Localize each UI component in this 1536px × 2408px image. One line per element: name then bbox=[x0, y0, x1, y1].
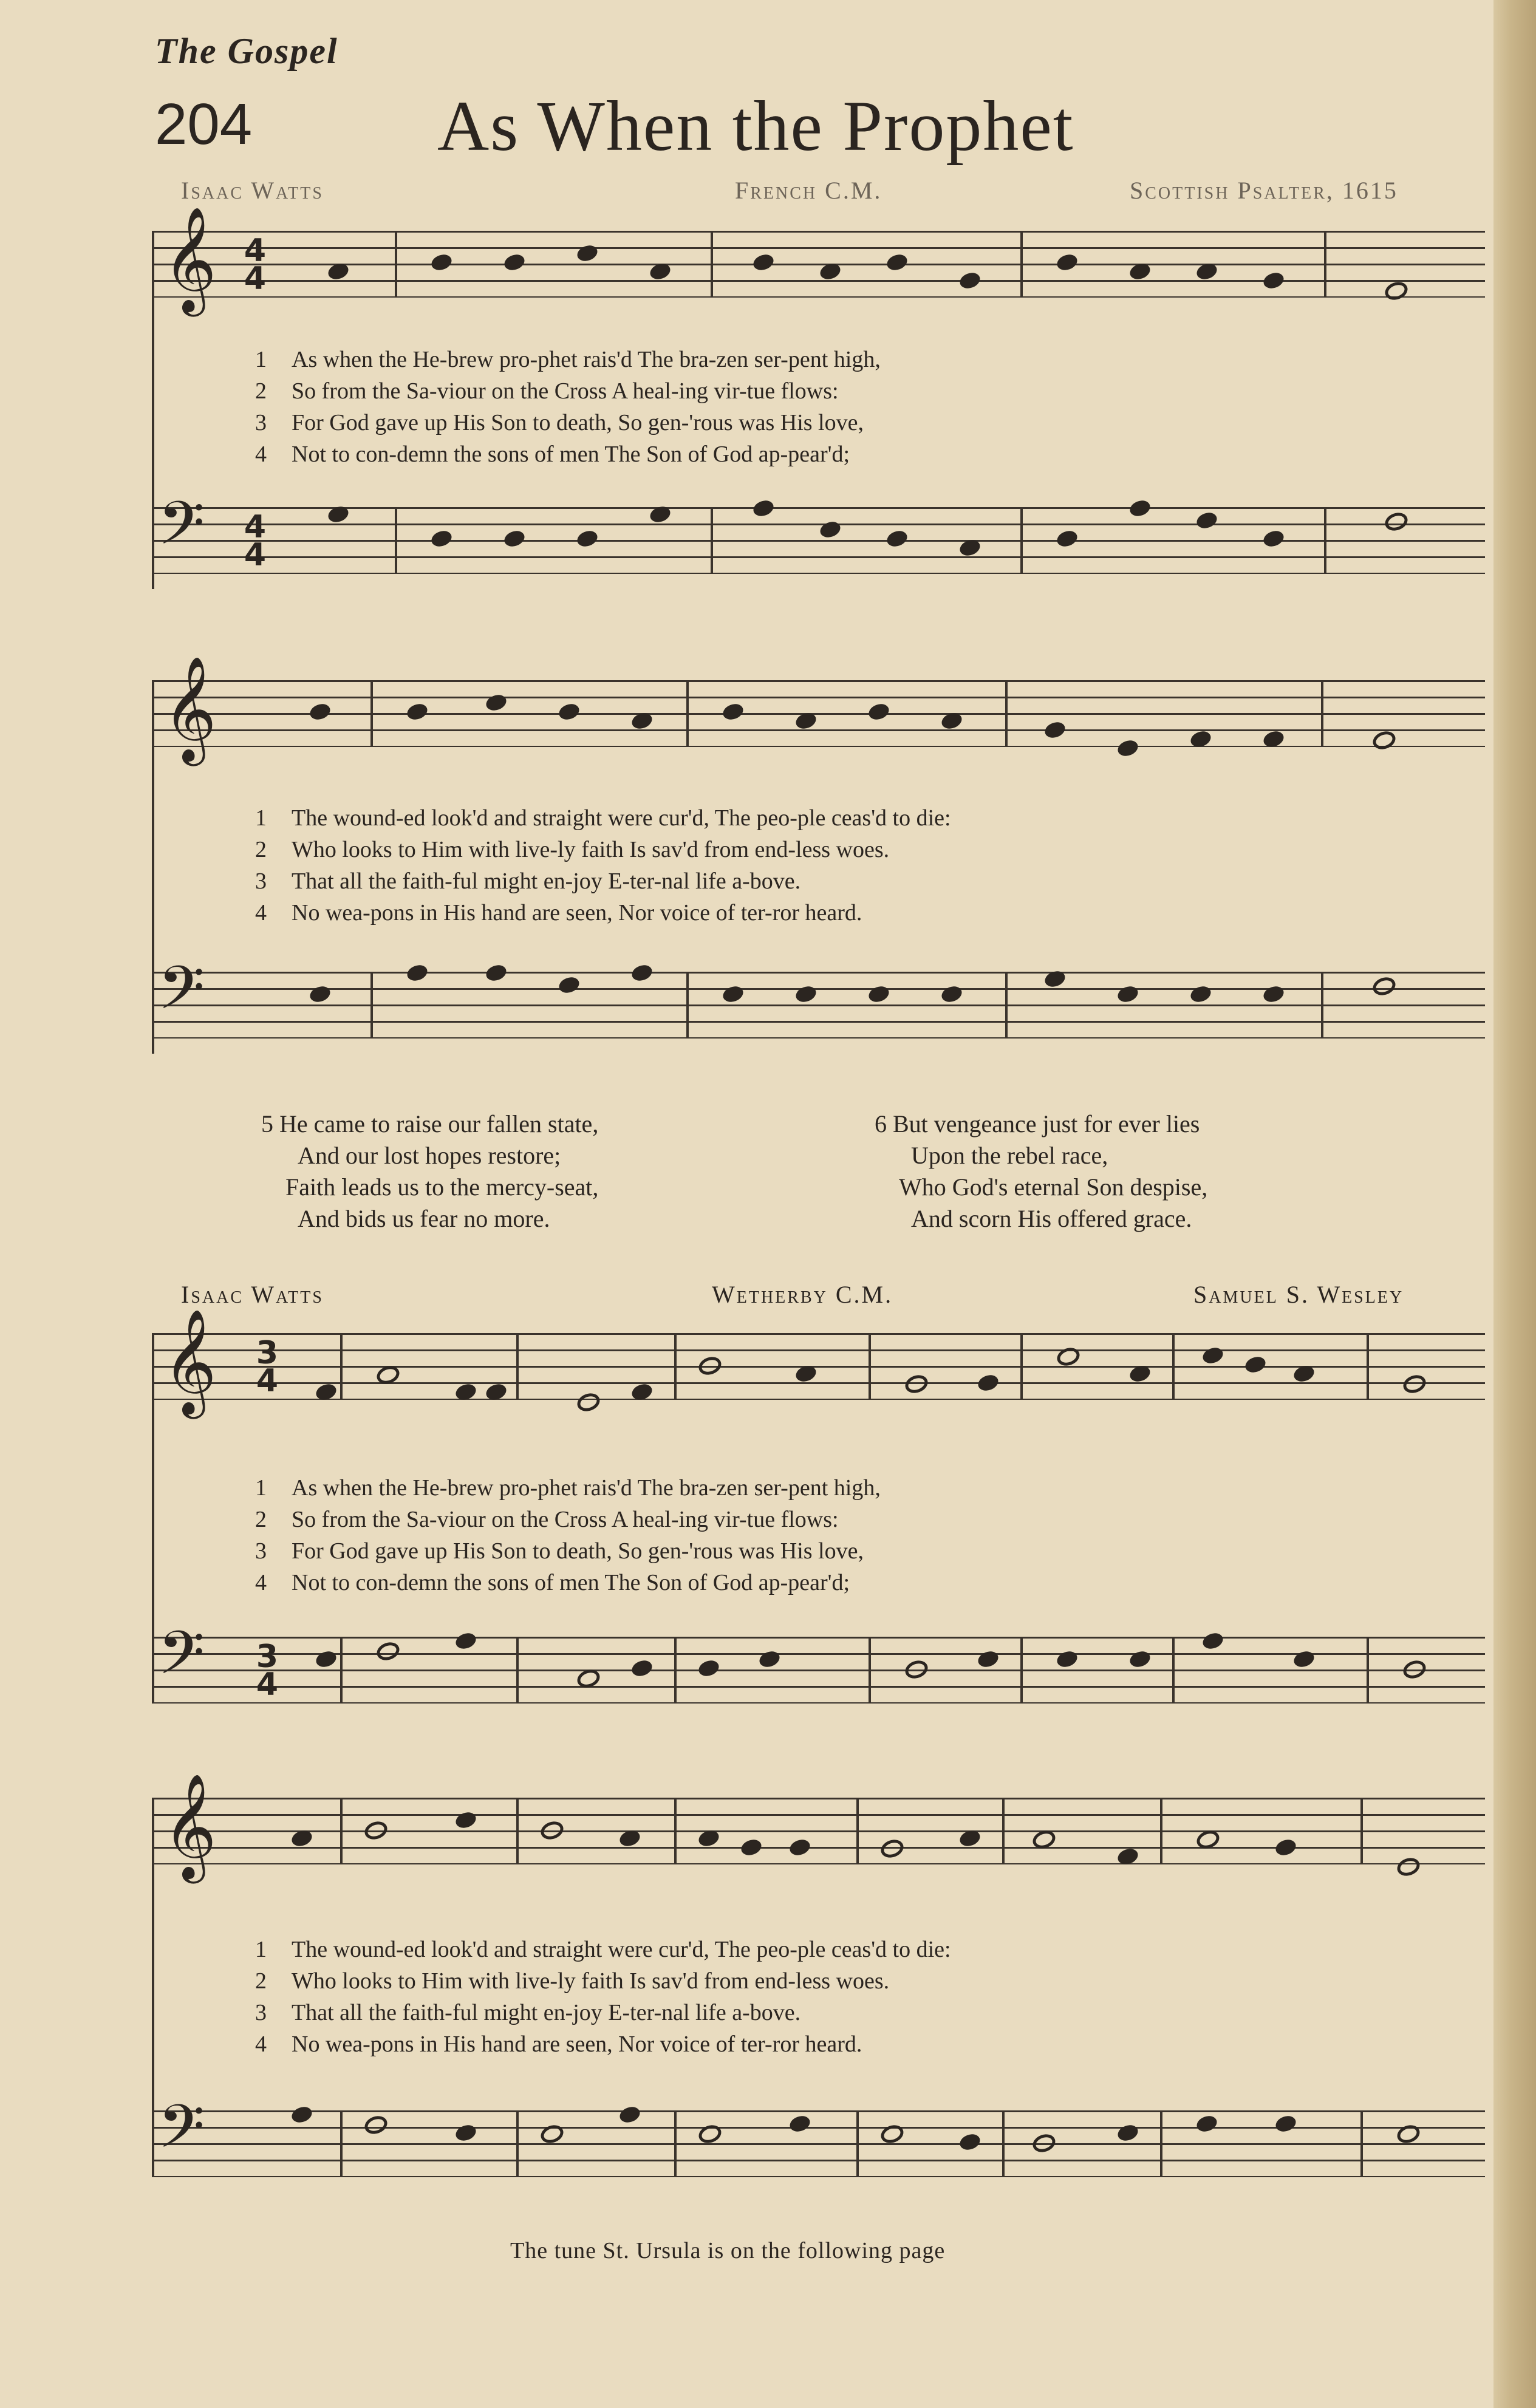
note bbox=[1261, 270, 1286, 291]
note bbox=[878, 2122, 906, 2146]
hymn-title: As When the Prophet bbox=[437, 86, 1074, 166]
note bbox=[1054, 1345, 1082, 1368]
note bbox=[1401, 1372, 1428, 1396]
note bbox=[1201, 1631, 1225, 1651]
note bbox=[958, 1828, 982, 1849]
time-signature: 4 4 bbox=[244, 233, 267, 297]
tune1-name: French C.M. bbox=[735, 177, 882, 204]
note bbox=[374, 1363, 401, 1386]
barline bbox=[1002, 2110, 1005, 2177]
bass-staff bbox=[152, 489, 1485, 574]
note bbox=[575, 243, 599, 264]
note bbox=[940, 711, 964, 731]
bass-clef-icon: 𝄢 bbox=[158, 489, 205, 573]
note bbox=[405, 701, 429, 722]
barline bbox=[516, 2110, 519, 2177]
note bbox=[1055, 252, 1079, 273]
lyric-line: 1 The wound-ed look'd and straight were cur'd, The peo-ple ceas'd to die: bbox=[255, 805, 951, 831]
note bbox=[1128, 1649, 1152, 1670]
note bbox=[1030, 1827, 1057, 1851]
note bbox=[976, 1373, 1000, 1393]
tune1-source: Scottish Psalter, 1615 bbox=[1130, 177, 1398, 204]
barline bbox=[674, 2110, 677, 2177]
note bbox=[1261, 528, 1286, 549]
barline bbox=[1172, 1333, 1175, 1400]
note bbox=[630, 963, 654, 983]
stanza-5: 5 He came to raise our fallen state, And our lost hopes restore; Faith leads us to the mercy-seat, And bids us fear no more. bbox=[261, 1110, 599, 1232]
lyric-line: 3 For God gave up His Son to death, So gen-'rous was His love, bbox=[255, 1538, 864, 1564]
note bbox=[1055, 1649, 1079, 1670]
tune2-composer: Samuel S. Wesley bbox=[1193, 1281, 1404, 1308]
note bbox=[1043, 969, 1067, 989]
barline bbox=[1020, 231, 1023, 298]
note bbox=[903, 1657, 930, 1681]
note bbox=[326, 261, 350, 282]
note bbox=[696, 2122, 723, 2146]
barline bbox=[1160, 2110, 1162, 2177]
note bbox=[1243, 1354, 1268, 1375]
barline bbox=[370, 680, 373, 747]
treble-clef-icon: 𝄞 bbox=[163, 1773, 217, 1879]
note bbox=[1292, 1649, 1316, 1670]
barline bbox=[674, 1798, 677, 1864]
barline bbox=[516, 1798, 519, 1864]
note bbox=[788, 1837, 812, 1858]
treble-clef-icon: 𝄞 bbox=[163, 656, 217, 762]
note bbox=[429, 528, 454, 549]
note bbox=[454, 1631, 478, 1651]
note bbox=[618, 2104, 642, 2125]
barline bbox=[1020, 1333, 1023, 1400]
note bbox=[885, 252, 909, 273]
footer-note: The tune St. Ursula is on the following page bbox=[510, 2238, 946, 2263]
note bbox=[1043, 720, 1067, 740]
note bbox=[314, 1382, 338, 1402]
note bbox=[818, 261, 842, 282]
note bbox=[502, 252, 527, 273]
note bbox=[538, 2122, 565, 2146]
note bbox=[314, 1649, 338, 1670]
barline bbox=[340, 2110, 343, 2177]
note bbox=[1382, 510, 1410, 533]
lyric-line: 1 As when the He-brew pro-phet rais'd The bra-zen ser-pent high, bbox=[255, 1475, 881, 1501]
tune1-author: Isaac Watts bbox=[181, 177, 324, 204]
note bbox=[648, 261, 672, 282]
barline bbox=[1367, 1333, 1369, 1400]
note bbox=[976, 1649, 1000, 1670]
note bbox=[1394, 1855, 1422, 1878]
note bbox=[739, 1837, 763, 1858]
note bbox=[1189, 984, 1213, 1004]
barline bbox=[674, 1637, 677, 1704]
note bbox=[630, 1658, 654, 1679]
note bbox=[484, 1382, 508, 1402]
note bbox=[721, 701, 745, 722]
treble-staff bbox=[152, 1309, 1485, 1414]
lyric-line: 1 The wound-ed look'd and straight were cur'd, The peo-ple ceas'd to die: bbox=[255, 1937, 951, 1962]
barline bbox=[340, 1798, 343, 1864]
barline bbox=[395, 231, 397, 298]
treble-clef-icon: 𝄞 bbox=[163, 1309, 217, 1414]
note bbox=[1030, 2131, 1057, 2155]
barline bbox=[516, 1637, 519, 1704]
bass-clef-icon: 𝄢 bbox=[158, 2092, 205, 2177]
barline bbox=[1321, 680, 1323, 747]
time-signature: 4 4 bbox=[244, 509, 267, 573]
note bbox=[794, 711, 818, 731]
stanza-6: 6 But vengeance just for ever lies Upon the rebel race, Who God's eternal Son despise, And scorn His offered grace. bbox=[875, 1110, 1208, 1232]
note bbox=[1394, 2122, 1422, 2146]
lyric-line: 4 No wea-pons in His hand are seen, Nor voice of ter-ror heard. bbox=[255, 2031, 862, 2057]
note bbox=[794, 1363, 818, 1384]
note bbox=[502, 528, 527, 549]
note bbox=[1195, 261, 1219, 282]
note bbox=[484, 692, 508, 713]
note bbox=[557, 975, 581, 995]
barline bbox=[856, 2110, 859, 2177]
treble-staff bbox=[152, 1773, 1485, 1879]
bass-staff bbox=[152, 2092, 1485, 2177]
note bbox=[1116, 984, 1140, 1004]
note bbox=[1128, 261, 1152, 282]
note bbox=[454, 2123, 478, 2143]
tune2-name: Wetherby C.M. bbox=[712, 1281, 893, 1308]
lyric-line: 2 Who looks to Him with live-ly faith Is sav'd from end-less woes. bbox=[255, 1968, 890, 1994]
note bbox=[958, 270, 982, 291]
note bbox=[697, 1828, 721, 1849]
barline bbox=[1020, 1637, 1023, 1704]
note bbox=[818, 519, 842, 540]
barline bbox=[340, 1637, 343, 1704]
lyric-line: 2 Who looks to Him with live-ly faith Is sav'd from end-less woes. bbox=[255, 837, 890, 862]
barline bbox=[1172, 1637, 1175, 1704]
note bbox=[326, 504, 350, 525]
barline bbox=[395, 507, 397, 574]
bass-staff bbox=[152, 953, 1485, 1039]
section-label: The Gospel bbox=[155, 31, 338, 71]
page-edge bbox=[1493, 0, 1536, 2408]
note bbox=[794, 984, 818, 1004]
barline bbox=[370, 972, 373, 1039]
note bbox=[290, 1828, 314, 1849]
note bbox=[374, 1639, 401, 1663]
note bbox=[1261, 984, 1286, 1004]
note bbox=[538, 1818, 565, 1842]
note bbox=[630, 1382, 654, 1402]
lyric-line: 2 So from the Sa-viour on the Cross A heal-ing vir-tue flows: bbox=[255, 1507, 839, 1532]
note bbox=[630, 711, 654, 731]
barline bbox=[1324, 231, 1326, 298]
note bbox=[1116, 2123, 1140, 2143]
barline bbox=[674, 1333, 677, 1400]
barline bbox=[1367, 1637, 1369, 1704]
barline bbox=[869, 1637, 871, 1704]
bass-clef-icon: 𝄢 bbox=[158, 1618, 205, 1703]
lyric-line: 1 As when the He-brew pro-phet rais'd The bra-zen ser-pent high, bbox=[255, 347, 881, 372]
note bbox=[429, 252, 454, 273]
note bbox=[1189, 729, 1213, 749]
time-signature: 3 4 bbox=[256, 1639, 279, 1703]
lyric-line: 2 So from the Sa-viour on the Cross A heal-ing vir-tue flows: bbox=[255, 378, 839, 404]
note bbox=[362, 1818, 389, 1842]
note bbox=[878, 1837, 906, 1860]
note bbox=[1370, 974, 1398, 998]
note bbox=[1274, 1837, 1298, 1858]
treble-staff bbox=[152, 656, 1485, 762]
barline bbox=[711, 507, 713, 574]
barline bbox=[1324, 507, 1326, 574]
note bbox=[290, 2104, 314, 2125]
barline bbox=[1002, 1798, 1005, 1864]
barline bbox=[1360, 2110, 1363, 2177]
note bbox=[1261, 729, 1286, 749]
note bbox=[751, 252, 776, 273]
note bbox=[958, 2132, 982, 2152]
note bbox=[575, 528, 599, 549]
note bbox=[1401, 1657, 1428, 1681]
bass-clef-icon: 𝄢 bbox=[158, 953, 205, 1038]
note bbox=[405, 963, 429, 983]
note bbox=[308, 984, 332, 1004]
note bbox=[1195, 510, 1219, 531]
barline bbox=[1005, 680, 1008, 747]
barline bbox=[340, 1333, 343, 1400]
lyric-line: 3 That all the faith-ful might en-joy E-ter-nal life a-bove. bbox=[255, 868, 801, 894]
note bbox=[454, 1810, 478, 1830]
note bbox=[1292, 1363, 1316, 1384]
note bbox=[1382, 279, 1410, 302]
note bbox=[1194, 1827, 1221, 1851]
note bbox=[867, 984, 891, 1004]
barline bbox=[1360, 1798, 1363, 1864]
barline bbox=[869, 1333, 871, 1400]
note bbox=[1116, 1846, 1140, 1867]
note bbox=[1195, 2113, 1219, 2134]
barline bbox=[1321, 972, 1323, 1039]
barline bbox=[1020, 507, 1023, 574]
note bbox=[751, 498, 776, 519]
note bbox=[867, 701, 891, 722]
hymn-number: 204 bbox=[155, 92, 253, 157]
note bbox=[1201, 1345, 1225, 1366]
note bbox=[1128, 498, 1152, 519]
note bbox=[1274, 2113, 1298, 2134]
bass-staff bbox=[152, 1618, 1485, 1704]
treble-clef-icon: 𝄞 bbox=[163, 206, 217, 312]
note bbox=[1116, 738, 1140, 759]
note bbox=[648, 504, 672, 525]
note bbox=[618, 1828, 642, 1849]
lyric-line: 3 That all the faith-ful might en-joy E-ter-nal life a-bove. bbox=[255, 2000, 801, 2025]
note bbox=[308, 701, 332, 722]
note bbox=[557, 701, 581, 722]
barline bbox=[1005, 972, 1008, 1039]
note bbox=[757, 1649, 782, 1670]
lyric-line: 4 Not to con-demn the sons of men The Son of God ap-pear'd; bbox=[255, 442, 850, 467]
note bbox=[362, 2113, 389, 2137]
note bbox=[903, 1372, 930, 1396]
note bbox=[958, 537, 982, 558]
note bbox=[697, 1658, 721, 1679]
time-signature: 3 4 bbox=[256, 1335, 279, 1399]
note bbox=[788, 2113, 812, 2134]
note bbox=[696, 1354, 723, 1377]
lyric-line: 3 For God gave up His Son to death, So gen-'rous was His love, bbox=[255, 410, 864, 435]
barline bbox=[686, 680, 689, 747]
note bbox=[1055, 528, 1079, 549]
barline bbox=[856, 1798, 859, 1864]
barline bbox=[516, 1333, 519, 1400]
note bbox=[1128, 1363, 1152, 1384]
barline bbox=[711, 231, 713, 298]
barline bbox=[1160, 1798, 1162, 1864]
note bbox=[721, 984, 745, 1004]
lyric-line: 4 Not to con-demn the sons of men The Son of God ap-pear'd; bbox=[255, 1570, 850, 1595]
note bbox=[940, 984, 964, 1004]
note bbox=[484, 963, 508, 983]
treble-staff bbox=[152, 206, 1485, 312]
note bbox=[454, 1382, 478, 1402]
barline bbox=[686, 972, 689, 1039]
tune2-author: Isaac Watts bbox=[181, 1281, 324, 1308]
note bbox=[885, 528, 909, 549]
note bbox=[575, 1390, 602, 1414]
note bbox=[1370, 728, 1398, 752]
note bbox=[575, 1666, 602, 1690]
lyric-line: 4 No wea-pons in His hand are seen, Nor voice of ter-ror heard. bbox=[255, 900, 862, 926]
